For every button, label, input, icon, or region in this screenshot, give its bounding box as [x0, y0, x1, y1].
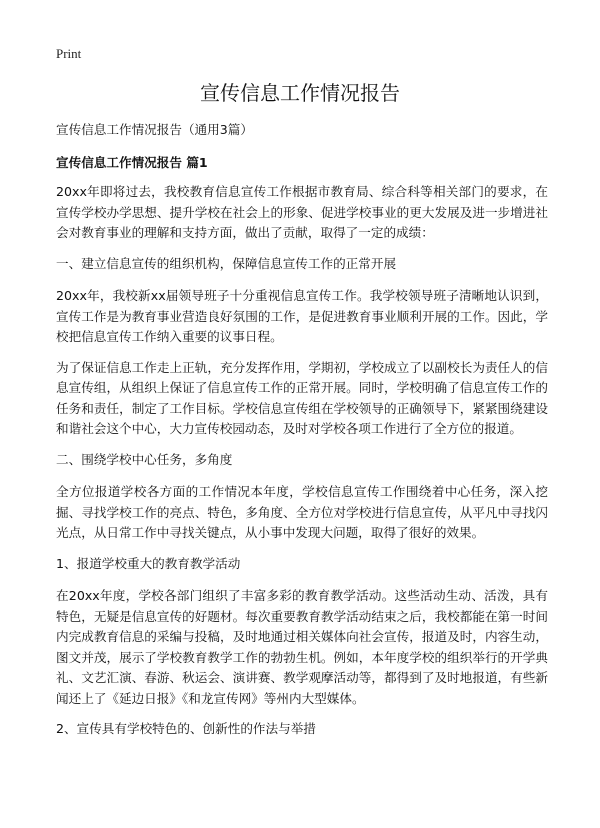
- paragraph-activities: 在20xx年度，学校各部门组织了丰富多彩的教育教学活动。这些活动生动、活泼，具有特色，无疑是信息宣传的好题材。每次重要教育教学活动结束之后，我校都能在第一时间内完成教育信息的采编与投稿，及时地通过相关媒体向社会宣传，报道及时，内容生动，图文并茂，展示了学校教育教学工作的勃勃生机。例如，本年度学校的组织举行的开学典礼、文艺汇演、春游、秋运会、演讲赛、教学观摩活动等，都得到了及时地报道，有些新闻还上了《延边日报》《和龙宣传网》等州内大型媒体。: [56, 588, 548, 706]
- section-title: 宣传信息工作情况报告 篇1: [56, 154, 208, 170]
- heading-major-activities: 1、报道学校重大的教育教学活动: [56, 555, 241, 571]
- paragraph-intro: 20xx年即将过去，我校教育信息宣传工作根据市教育局、综合科等相关部门的要求，在宣传学校办学思想、提升学校在社会上的形象、促进学校事业的更大发展及进一步增进社会对教育事业的理解和支持方面，做出了贡献，取得了一定的成绩：: [56, 184, 548, 240]
- print-link[interactable]: Print: [56, 46, 82, 61]
- paragraph-leadership: 20xx年，我校新xx届领导班子十分重视信息宣传工作。我学校领导班子清晰地认识到，宣传工作是为教育事业营造良好氛围的工作，是促进教育事业顺利开展的工作。因此，学校把信息宣传工作纳入重要的议事日程。: [56, 288, 548, 344]
- document-body: [56, 120, 548, 752]
- heading-organization: 一、建立信息宣传的组织机构，保障信息宣传工作的正常开展: [56, 255, 397, 271]
- document-subtitle: 宣传信息工作情况报告（通用3篇）: [56, 122, 253, 137]
- paragraph-coverage: 全方位报道学校各方面的工作情况本年度，学校信息宣传工作围绕着中心任务，深入挖掘、寻找学校工作的亮点、特色，多角度、全方位对学校进行信息宣传，从平凡中寻找闪光点，从日常工作中寻找关键点，从小事中发现大问题，取得了很好的效果。: [56, 484, 548, 540]
- document-title: 宣传信息工作情况报告: [200, 81, 400, 105]
- heading-central-task: 二、围绕学校中心任务，多角度: [56, 451, 233, 467]
- paragraph-team: 为了保证信息工作走上正轨，充分发挥作用，学期初，学校成立了以副校长为责任人的信息宣传组，从组织上保证了信息宣传工作的正常开展。同时，学校明确了信息宣传工作的任务和责任，制定了工作目标。学校信息宣传组在学校领导的正确领导下，紧紧围绕建设和谐社会这个中心，大力宣传校园动态，及时对学校各项工作进行了全方位的报道。: [56, 359, 548, 436]
- heading-innovation: 2、宣传具有学校特色的、创新性的作法与举措: [56, 721, 316, 736]
